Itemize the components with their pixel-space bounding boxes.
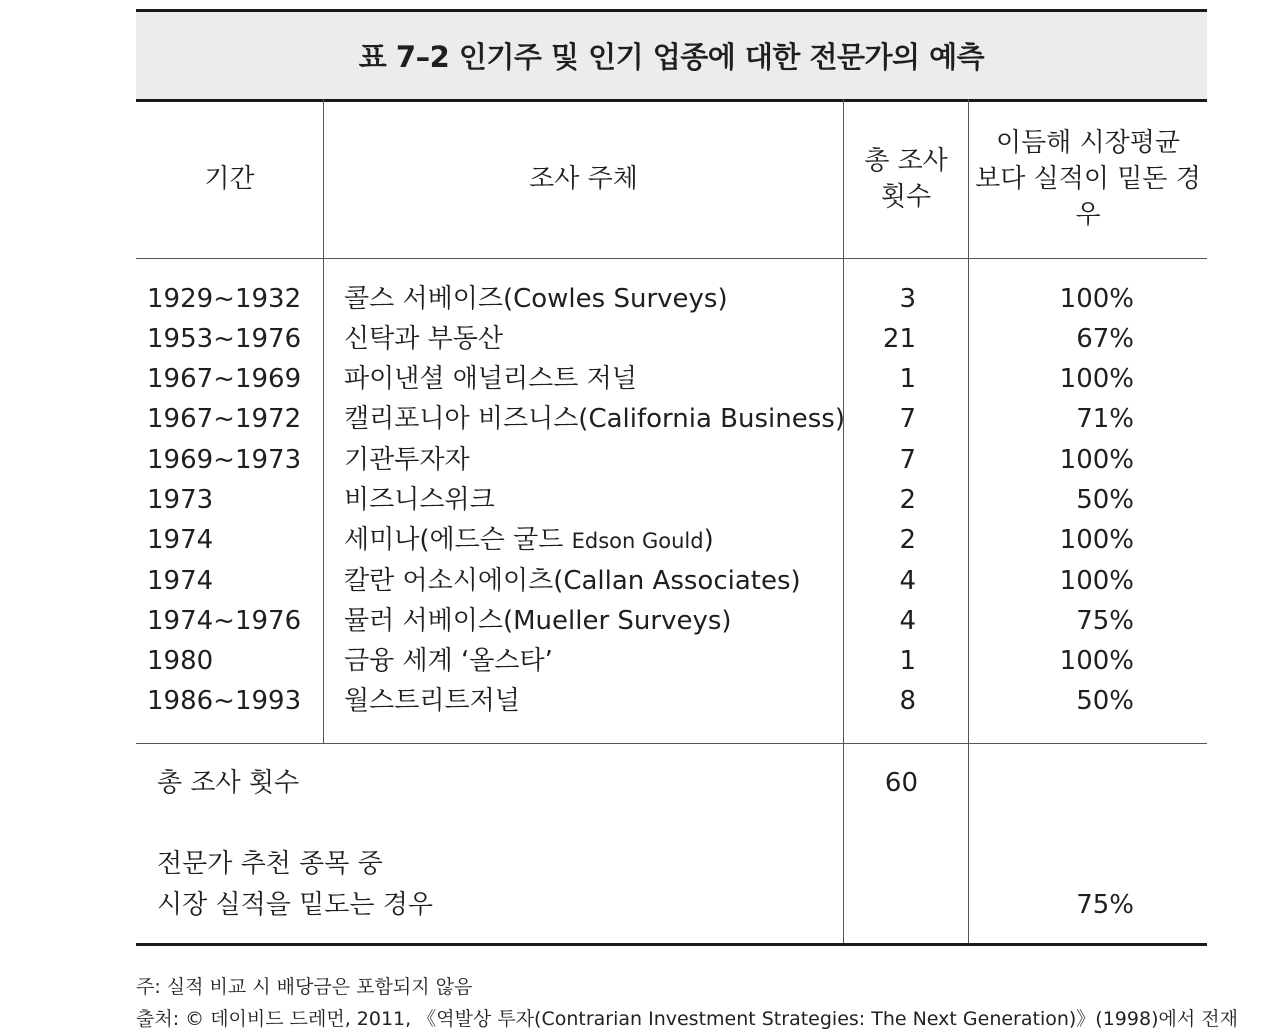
cell-percent: 67% xyxy=(1076,324,1134,354)
cell-period: 1974 xyxy=(147,566,214,596)
table-title: 표 7–2 인기주 및 인기 업종에 대한 전문가의 예측 xyxy=(136,9,1207,102)
cell-period: 1969~1973 xyxy=(147,445,302,475)
cell-period: 1986~1993 xyxy=(147,686,302,716)
header-beat-line: 우 xyxy=(1075,199,1101,230)
cell-period: 1974~1976 xyxy=(147,606,302,636)
header-count xyxy=(844,99,968,258)
cell-organization xyxy=(344,520,714,561)
table-row xyxy=(136,359,1207,399)
cell-count: 21 xyxy=(882,324,916,354)
summary-under-value: 75% xyxy=(1076,890,1134,920)
cell-organization: 신탁과 부동산 xyxy=(344,324,503,354)
table-source: 출처: © 데이비드 드레먼, 2011, 《역발상 투자(Contrarian Investment Strategies: The Next Generation)》(1998)에서 전재 xyxy=(136,1008,1238,1030)
cell-period: 1953~1976 xyxy=(147,324,302,354)
cell-organization: 월스트리트저널 xyxy=(344,686,520,716)
cell-organization: 비즈니스위크 xyxy=(344,485,495,515)
cell-count: 4 xyxy=(899,606,916,636)
cell-count: 7 xyxy=(899,404,916,434)
cell-organization: 파이낸셜 애널리스트 저널 xyxy=(344,364,637,394)
header-period-label: 기간 xyxy=(204,163,255,194)
header-count-line: 총 조사 xyxy=(864,145,948,176)
cell-percent: 71% xyxy=(1076,404,1134,434)
table-row xyxy=(136,641,1207,681)
header-beat xyxy=(969,99,1207,258)
cell-organization: 뮬러 서베이스(Mueller Surveys) xyxy=(344,606,732,636)
cell-organization: 칼란 어소시에이츠(Callan Associates) xyxy=(344,566,801,596)
summary-under-label: 전문가 추천 종목 중 xyxy=(157,849,383,879)
cell-count: 1 xyxy=(899,646,916,676)
cell-percent: 100% xyxy=(1059,445,1134,475)
summary-under-label: 시장 실적을 밑도는 경우 xyxy=(157,890,433,920)
cell-organization: 캘리포니아 비즈니스(California Business) xyxy=(344,404,845,434)
header-beat-line: 보다 실적이 밑돈 경 xyxy=(975,163,1201,194)
cell-organization: 콜스 서베이즈(Cowles Surveys) xyxy=(344,284,728,314)
cell-count: 1 xyxy=(899,364,916,394)
table-row xyxy=(136,601,1207,641)
cell-period: 1967~1972 xyxy=(147,404,302,434)
cell-period: 1973 xyxy=(147,485,214,515)
cell-count: 8 xyxy=(899,686,916,716)
cell-organization-tail: ) xyxy=(703,525,714,555)
table-row xyxy=(136,279,1207,319)
header-divider xyxy=(136,258,1207,259)
cell-percent: 75% xyxy=(1076,606,1134,636)
table-row xyxy=(136,520,1207,560)
expert-forecast-table xyxy=(136,9,1207,946)
cell-percent: 100% xyxy=(1059,646,1134,676)
cell-count: 7 xyxy=(899,445,916,475)
cell-count: 2 xyxy=(899,485,916,515)
header-beat-line: 이듬해 시장평균 xyxy=(995,127,1181,158)
header-count-line: 횟수 xyxy=(880,181,932,212)
summary-divider xyxy=(136,743,1207,744)
cell-period: 1967~1969 xyxy=(147,364,302,394)
cell-period: 1929~1932 xyxy=(147,284,302,314)
cell-percent: 100% xyxy=(1059,566,1134,596)
table-row xyxy=(136,440,1207,480)
cell-percent: 50% xyxy=(1076,485,1134,515)
table-bottom-rule xyxy=(136,943,1207,946)
cell-percent: 50% xyxy=(1076,686,1134,716)
cell-count: 2 xyxy=(899,525,916,555)
table-row xyxy=(136,681,1207,721)
cell-organization-superscript: Edson Gould xyxy=(571,529,704,553)
cell-organization-main: 세미나(에드슨 굴드 xyxy=(344,525,572,555)
table-row xyxy=(136,561,1207,601)
summary-total-value: 60 xyxy=(884,768,918,798)
cell-percent: 100% xyxy=(1059,284,1134,314)
cell-organization: 기관투자자 xyxy=(344,445,470,475)
table-row xyxy=(136,399,1207,439)
cell-count: 4 xyxy=(899,566,916,596)
summary-total-label: 총 조사 횟수 xyxy=(157,768,300,798)
header-organization xyxy=(324,99,843,258)
header-organization-label: 조사 주체 xyxy=(529,163,638,194)
table-row xyxy=(136,480,1207,520)
cell-percent: 100% xyxy=(1059,525,1134,555)
table-note: 주: 실적 비교 시 배당금은 포함되지 않음 xyxy=(136,976,473,998)
cell-percent: 100% xyxy=(1059,364,1134,394)
cell-period: 1974 xyxy=(147,525,214,555)
header-period xyxy=(136,99,323,258)
cell-count: 3 xyxy=(899,284,916,314)
cell-organization: 금융 세계 ‘올스타’ xyxy=(344,646,553,676)
table-row xyxy=(136,319,1207,359)
cell-period: 1980 xyxy=(147,646,214,676)
